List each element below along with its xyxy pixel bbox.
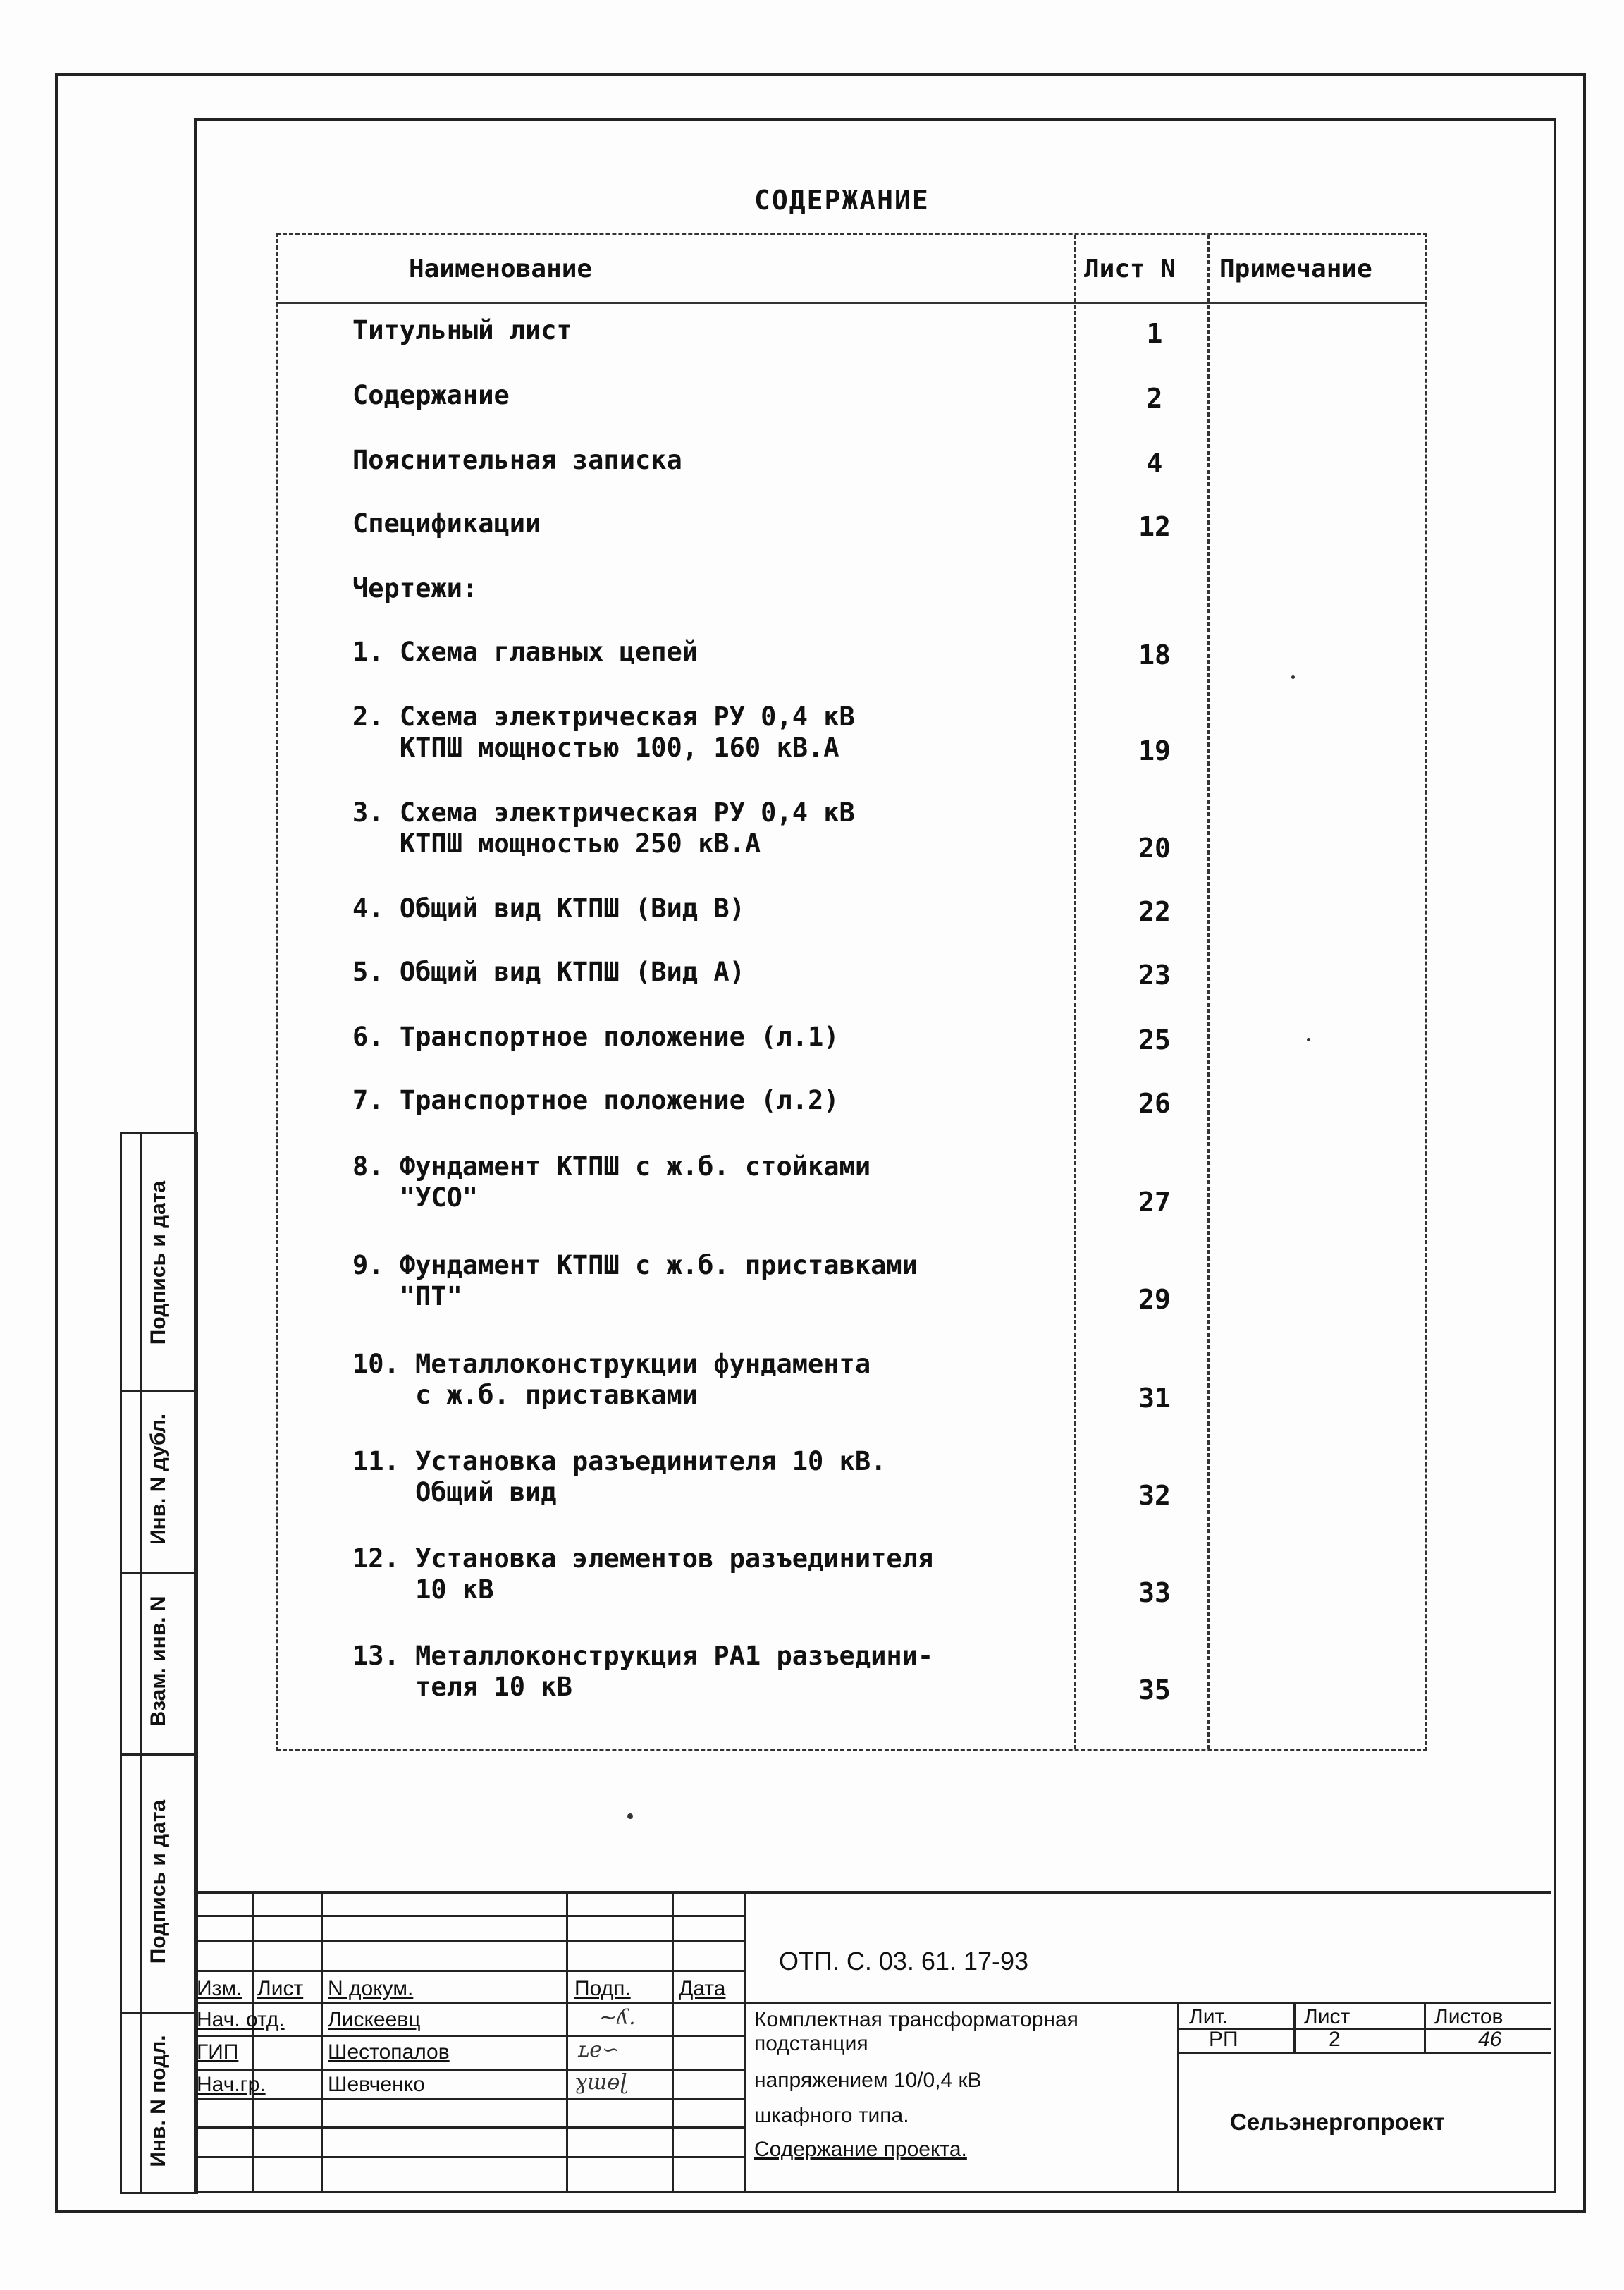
document-code: ОТП. С. 03. 61. 17-93 [779,1947,1029,1976]
grid-line [1424,2002,1426,2052]
side-stamp-cell [122,2012,196,2192]
handwritten-signature: ~ʎ. [599,2005,636,2030]
toc-row-name: Пояснительная записка [352,445,682,475]
description-line-3: напряжением 10/0,4 кВ [754,2069,982,2092]
toc-row-sheet: 26 [1138,1088,1171,1119]
lit-label: Лит. [1189,2005,1229,2028]
scan-speck [627,1813,633,1819]
side-stamp-cell [122,1753,196,2014]
organization-name: Сельэнергопроект [1230,2109,1445,2135]
toc-row-name: 3. Схема электрическая РУ 0,4 кВ КТПШ мощностью 250 кВ.А [352,797,855,859]
grid-line [1177,2052,1551,2054]
toc-row-name: 6. Транспортное положение (л.1) [352,1022,839,1052]
grid-line [1293,2002,1296,2052]
description-line-4: шкафного типа. [754,2104,909,2127]
grid-line [194,2126,744,2129]
toc-row-name: Титульный лист [352,315,572,345]
sheets-label: Листов [1434,2005,1503,2028]
toc-row-name: 12. Установка элементов разъединителя 10 кВ [352,1543,934,1605]
grid-line [194,2156,744,2158]
contents-table [276,233,1427,1751]
toc-row-sheet: 4 [1146,448,1163,479]
grid-line [1177,2002,1179,2191]
name-dept-head: Лискеевц [328,2008,421,2031]
header-note: Примечание [1219,255,1372,283]
toc-row-sheet: 35 [1138,1674,1171,1706]
title-block [194,1891,1551,2191]
scan-speck [1307,1038,1310,1041]
header-sheet: Лист N [1084,255,1176,283]
grid-line [194,1970,744,1972]
description-line-5: Содержание проекта. [754,2138,967,2161]
col-header-change: Изм. [197,1977,242,2000]
col-header-doc-number: N докум. [328,1977,414,2000]
side-label-signature-date-2: Подпись и дата [147,1799,170,1964]
description-line-2: подстанция [754,2032,868,2055]
grid-line [194,2069,744,2071]
grid-line [194,2002,1551,2004]
toc-row-name: 9. Фундамент КТПШ с ж.б. приставками "ПТ" [352,1250,918,1311]
col-header-signature: Подп. [574,1977,631,2000]
toc-row-sheet: 27 [1138,1187,1171,1218]
grid-line [252,1894,254,2191]
col-header-sheet: Лист [257,1977,304,2000]
toc-row-name: 8. Фундамент КТПШ с ж.б. стойками "УСО" [352,1151,871,1213]
toc-row-name: 13. Металлоконструкция РА1 разъедини- теля 10 кВ [352,1641,934,1702]
toc-row-name: 7. Транспортное положение (л.2) [352,1085,839,1115]
grid-line [194,1915,744,1917]
grid-line [194,1940,744,1942]
toc-row-name: 2. Схема электрическая РУ 0,4 кВ КТПШ мощностью 100, 160 кВ.А [352,702,855,763]
side-label-dup-inv: Инв. N дубл. [147,1413,170,1545]
toc-row-sheet: 32 [1138,1480,1171,1511]
toc-row-name: Чертежи: [352,573,479,604]
document-title: СОДЕРЖАНИЕ [754,185,930,216]
sheets-value: 46 [1478,2028,1502,2051]
toc-row-name: Содержание [352,380,510,410]
toc-row-name: 11. Установка разъединителя 10 кВ. Общий вид [352,1446,887,1507]
lit-value: РП [1209,2028,1238,2051]
name-chief-engineer: Шестопалов [328,2040,450,2064]
toc-row-name: 5. Общий вид КТПШ (Вид А) [352,957,745,987]
handwritten-signature: ɣɯɵɭ [574,2070,628,2095]
side-stamp-cell [122,1134,196,1392]
toc-row-sheet: 2 [1146,383,1163,414]
sheet-label: Лист [1304,2005,1351,2028]
side-label-signature-date-1: Подпись и дата [147,1180,170,1345]
grid-line [194,2035,744,2037]
role-group-head: Нач.гр. [197,2073,266,2096]
toc-row-sheet: 31 [1138,1383,1171,1414]
toc-row-name: 1. Схема главных цепей [352,637,699,667]
grid-line [744,1894,746,2191]
column-divider [1074,235,1076,1749]
toc-row-sheet: 20 [1138,833,1171,864]
toc-row-sheet: 18 [1138,639,1171,671]
side-label-original-inv: Инв. N подл. [147,2035,170,2167]
grid-line [672,1894,674,2191]
header-name: Наименование [409,255,593,283]
side-stamp-cell [122,1390,196,1574]
toc-row-name: 4. Общий вид КТПШ (Вид В) [352,893,745,924]
role-dept-head: Нач. отд. [197,2008,285,2031]
grid-line [194,2098,744,2100]
handwritten-signature: ʟe∽ [578,2038,620,2062]
toc-row-name: 10. Металлоконструкции фундамента с ж.б. приставками [352,1349,871,1410]
toc-row-sheet: 33 [1138,1577,1171,1608]
toc-row-sheet: 12 [1138,511,1171,542]
role-chief-engineer: ГИП [197,2040,239,2064]
scan-speck [1291,675,1295,679]
side-stamp [120,1132,198,2194]
toc-row-sheet: 1 [1146,318,1163,349]
sheet-value: 2 [1329,2028,1341,2051]
grid-line [321,1894,323,2191]
name-group-head: Шевченко [328,2073,425,2096]
col-header-date: Дата [679,1977,726,2000]
toc-row-sheet: 23 [1138,960,1171,991]
side-stamp-cell [122,1572,196,1756]
header-divider [278,302,1425,304]
toc-row-sheet: 22 [1138,896,1171,927]
description-line-1: Комплектная трансформаторная [754,2008,1078,2031]
toc-row-sheet: 29 [1138,1284,1171,1315]
toc-row-sheet: 19 [1138,735,1171,766]
grid-line [566,1894,568,2191]
column-divider [1207,235,1210,1749]
toc-row-sheet: 25 [1138,1024,1171,1055]
toc-row-name: Спецификации [352,508,541,539]
side-label-replace-inv: Взам. инв. N [147,1596,170,1727]
